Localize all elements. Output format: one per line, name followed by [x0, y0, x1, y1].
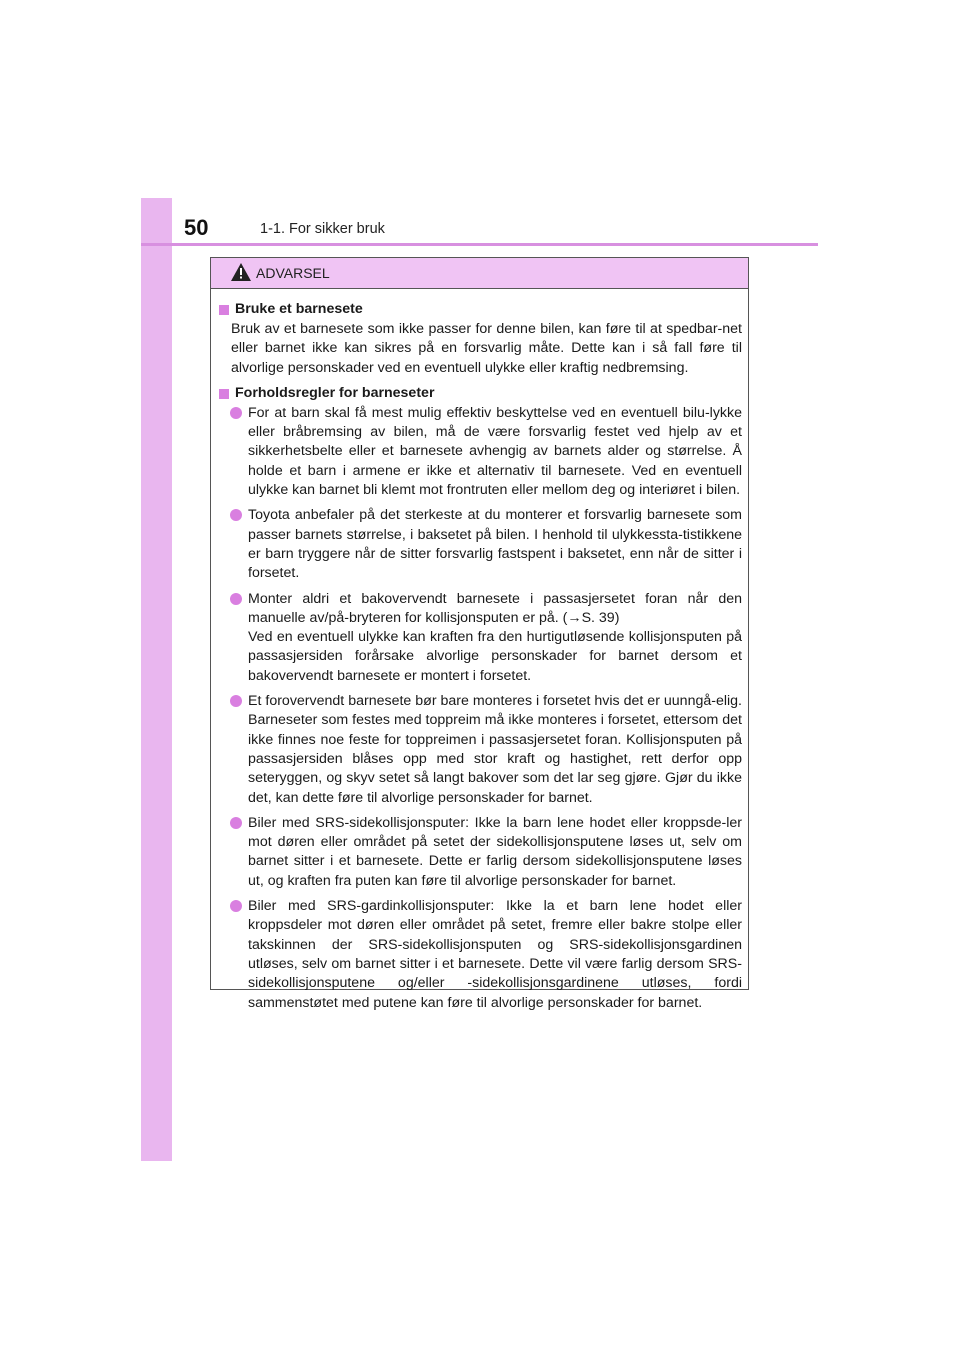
- list-item: [230, 404, 742, 500]
- page-number: 50: [184, 215, 209, 240]
- round-bullet-icon: [230, 407, 242, 419]
- warning-title: ADVARSEL: [256, 265, 330, 281]
- round-bullet-icon: [230, 695, 242, 707]
- section-title: 1-1. For sikker bruk: [260, 221, 385, 237]
- list-item: [230, 506, 742, 583]
- list-item: [230, 692, 742, 808]
- round-bullet-icon: [230, 817, 242, 829]
- warning-body: [211, 289, 748, 1013]
- list-item-text: Biler med SRS-gardinkollisjonsputer: Ikke la et barn lene hodet eller kroppsdeler mot døren eller området på setet, fremre eller bakre stolpe eller takskinnen der SRS-sidekollisjonsputen og SRS-sidekollisjonsgardinen utløses, selv om barnet sitter i et barnesete. Dette vil være farlig dersom SRS-sidekollisjonsputene og/eller -sidekollisjonsgardinene utløses, fordi sammenstøtet med putene kan føre til alvorlige personskader for barnet.: [248, 898, 742, 1011]
- square-bullet-icon: [219, 389, 229, 399]
- list-item-text: Et forovervendt barnesete bør bare monteres i forsetet hvis det er uunngå-elig. Barneseter som festes med toppreim må ikke monteres i forsetet, ettersom det ikke finnes noe feste for toppreimen i passasjersetet foran. Kollisjonsputen på passasjersiden blåses opp med stor kraft og hastighet, rett derfor opp seteryggen, og skyv setet så langt bakover som det lar seg gjøre. Gjør du ikke det, kan dette føre til alvorlige personskader for barnet.: [248, 693, 742, 806]
- list-item-text: For at barn skal få mest mulig effektiv beskyttelse ved en eventuell bilu-lykke eller bråbremsing av bilen, må de være forsvarlig festet ved hjelp av et sikkerhetsbelte eller et barnesete avhengig av barnets alder og størrelse. Å holde et barn i armene er ikke et alternativ til barnesete. Ved en eventuell ulykke kan barnet bli klemt mot frontruten eller mellom deg og interiøret i bilen.: [248, 404, 742, 499]
- square-bullet-icon: [219, 305, 229, 315]
- list-item-text: Monter aldri et bakovervendt barnesete i passasjersetet foran når den manuelle av/på-bryteren for kollisjonsputen er på. (→S. 39): [248, 590, 742, 626]
- section-heading: Forholdsregler for barneseter: [235, 385, 435, 402]
- list-item: [230, 814, 742, 891]
- header-rule: [141, 243, 818, 246]
- section-child-seat-use: [218, 300, 742, 378]
- list-item: [230, 590, 742, 686]
- round-bullet-icon: [230, 900, 242, 912]
- section-child-seat-precautions: [218, 384, 742, 1013]
- section-text: Bruk av et barnesete som ikke passer for denne bilen, kan føre til at spedbar-net eller barnet ikke kan sikres på en forsvarlig måte. Dette kan i så fall føre til alvorlige personskader ved en eventuell ulykke eller kraftig nedbremsing.: [231, 321, 742, 376]
- list-item-text: Biler med SRS-sidekollisjonsputer: Ikke la barn lene hodet eller kroppsde-ler mot døren eller området på setet der sidekollisjonsputene løses ut, selv om barnet sitter i et barnesete. Dette er farlig dersom sidekollisjonsputene løses ut, og kraften fra puten kan føre til alvorlige personskader for barnet.: [248, 814, 742, 889]
- warning-triangle-icon: [231, 263, 251, 281]
- list-item-text: Toyota anbefaler på det sterkeste at du monterer et forsvarlig barnesete som passer barnets størrelse, i baksetet på bilen. I henhold til ulykkessta-tistikkene er barn tryggere når de sitter forsvarlig fastspent i baksetet, enn når de sitter i forsetet.: [248, 507, 742, 582]
- section-heading: Bruke et barnesete: [235, 301, 363, 318]
- warning-header: [211, 258, 748, 289]
- side-tab-strip: [141, 198, 172, 1161]
- list-item-text: Ved en eventuell ulykke kan kraften fra den hurtigutløsende kollisjonsputen på passasjersiden forårsake alvorlige personskader for barnet dersom et bakovervendt barnesete er montert i forsetet.: [248, 629, 742, 684]
- round-bullet-icon: [230, 509, 242, 521]
- list-item: [230, 897, 742, 1013]
- round-bullet-icon: [230, 593, 242, 605]
- warning-box: [210, 257, 749, 1011]
